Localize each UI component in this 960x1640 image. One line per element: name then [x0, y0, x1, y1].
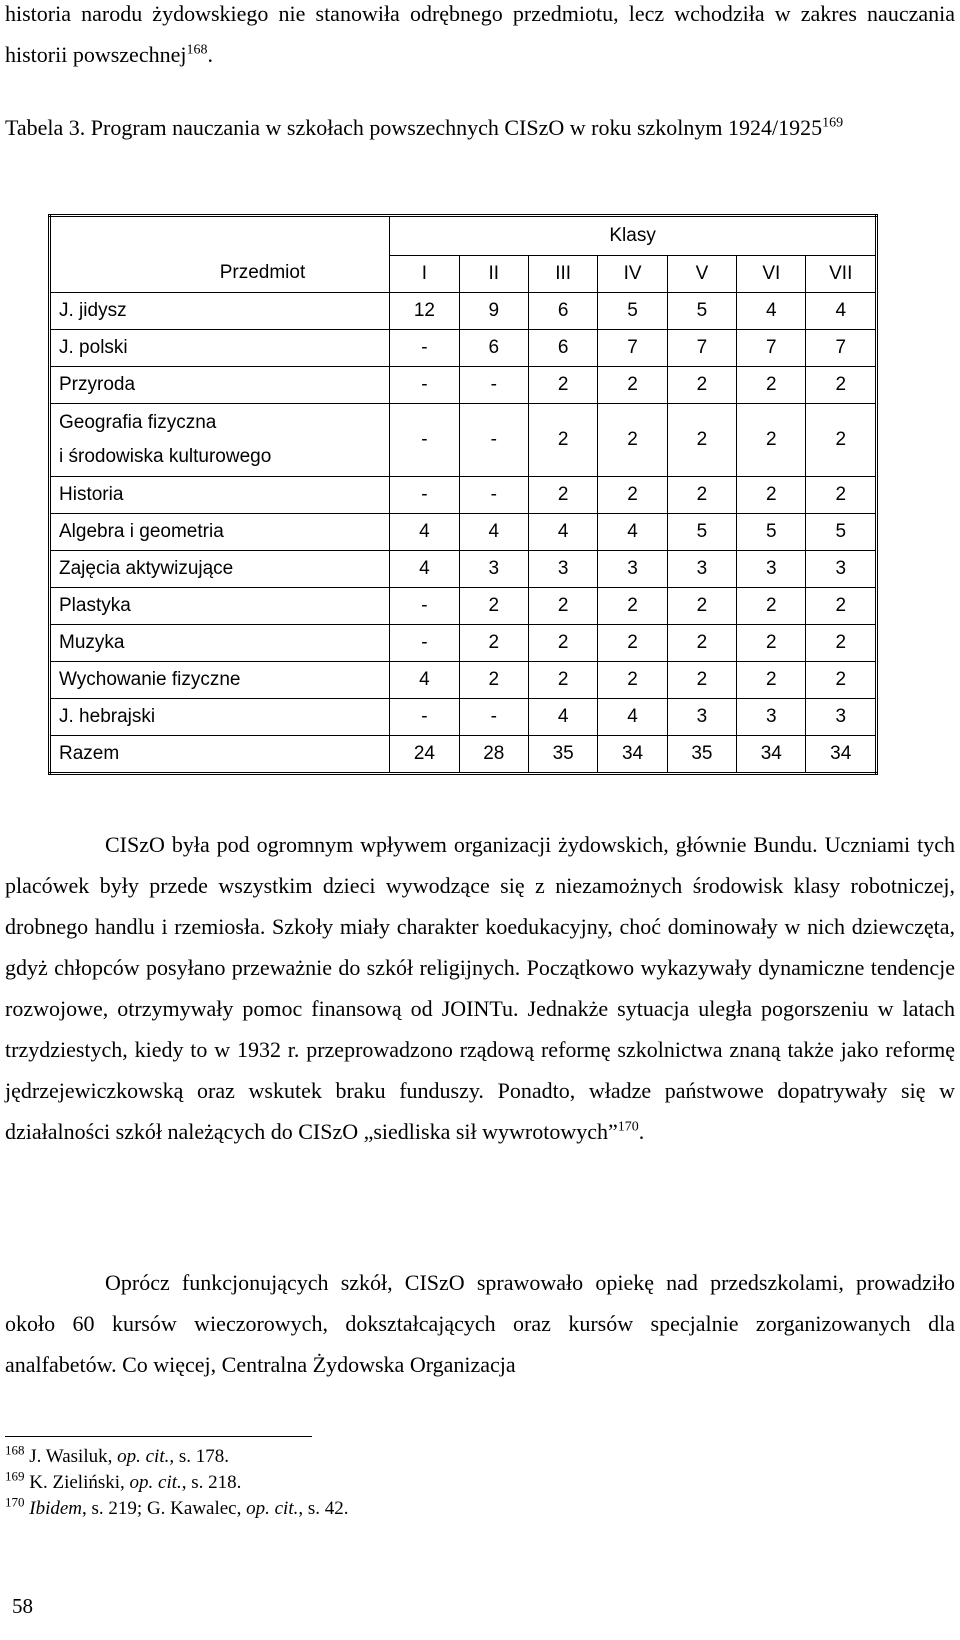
value-cell: 2 [598, 477, 667, 514]
value-cell: 12 [390, 293, 459, 330]
footnote-168: $^{168}$ J. Wasiluk, op. cit., s. 178. [5, 1442, 230, 1467]
subject-cell [50, 404, 390, 477]
class-header-cell: III [528, 256, 597, 293]
footnote-ref[interactable]: 170 [617, 1119, 639, 1135]
subject-cell: J. hebrajski [50, 699, 390, 736]
table-row [50, 736, 877, 774]
value-cell: 2 [528, 367, 597, 404]
value-cell: - [390, 699, 459, 736]
class-header-cell: VI [737, 256, 806, 293]
value-cell: 4 [459, 514, 528, 551]
value-cell: 7 [806, 330, 877, 367]
value-cell: 34 [737, 736, 806, 774]
subject-header: Przedmiot [50, 216, 390, 293]
value-cell: - [390, 625, 459, 662]
class-header-cell: II [459, 256, 528, 293]
body-paragraph-2 [5, 1262, 955, 1385]
classes-group-header: Klasy [390, 216, 877, 256]
value-cell: 2 [528, 477, 597, 514]
value-cell: 5 [737, 514, 806, 551]
value-cell: 4 [528, 514, 597, 551]
value-cell: 2 [667, 477, 736, 514]
table-caption [5, 110, 955, 146]
value-cell: 2 [598, 625, 667, 662]
value-cell: 2 [737, 367, 806, 404]
table-row [50, 404, 877, 477]
value-cell: 28 [459, 736, 528, 774]
subject-label-line: i środowiska kulturowego [59, 446, 272, 467]
value-cell: 2 [667, 367, 736, 404]
subject-cell: J. jidysz [50, 293, 390, 330]
value-cell: 4 [598, 514, 667, 551]
footnotes [5, 1444, 905, 1522]
class-header-cell: IV [598, 256, 667, 293]
value-cell: 2 [806, 404, 877, 477]
value-cell: 3 [806, 551, 877, 588]
footnote-169: $^{169}$ K. Zieliński, op. cit., s. 218. [5, 1468, 242, 1493]
value-cell: 2 [737, 625, 806, 662]
table-row [50, 514, 877, 551]
value-cell: - [390, 477, 459, 514]
subject-cell: Przyroda [50, 367, 390, 404]
value-cell: 9 [459, 293, 528, 330]
table-caption-text: Tabela 3. Program nauczania w szkołach powszechnych CISzO w roku szkolnym 1924/1925 [5, 115, 823, 140]
subject-cell: Wychowanie fizyczne [50, 662, 390, 699]
value-cell: 2 [667, 625, 736, 662]
value-cell: 3 [667, 699, 736, 736]
value-cell: 2 [806, 588, 877, 625]
value-cell: 4 [390, 662, 459, 699]
footnote-170: $^{170}$ Ibidem, s. 219; G. Kawalec, op. cit., s. 42. [5, 1494, 349, 1519]
value-cell: 3 [459, 551, 528, 588]
value-cell: 4 [390, 551, 459, 588]
value-cell: - [390, 588, 459, 625]
value-cell: 2 [459, 662, 528, 699]
table-row [50, 477, 877, 514]
value-cell: 7 [667, 330, 736, 367]
page-number: 58 [12, 1594, 33, 1618]
subject-cell: Zajęcia aktywizujące [50, 551, 390, 588]
value-cell: 2 [806, 625, 877, 662]
value-cell: 2 [598, 367, 667, 404]
value-cell: - [459, 404, 528, 477]
curriculum-table-wrapper [48, 214, 878, 788]
subject-cell: Razem [50, 736, 390, 774]
subject-cell: Plastyka [50, 588, 390, 625]
intro-paragraph: historia narodu żydowskiego nie stanowiła odrębnego przedmiotu, lecz wchodziła w zakres nauczania historii powszechnej$^{168}$. [5, 1, 955, 67]
table-row [50, 367, 877, 404]
table-row [50, 662, 877, 699]
value-cell: - [459, 367, 528, 404]
value-cell: 35 [667, 736, 736, 774]
value-cell: 3 [598, 551, 667, 588]
value-cell: - [459, 699, 528, 736]
value-cell: 5 [667, 514, 736, 551]
footnote-ref[interactable]: 169 [822, 115, 844, 131]
class-header-cell: V [667, 256, 736, 293]
value-cell: 2 [667, 588, 736, 625]
curriculum-table [48, 214, 878, 775]
value-cell: 4 [737, 293, 806, 330]
table-row [50, 588, 877, 625]
table-row [50, 699, 877, 736]
value-cell: 2 [806, 477, 877, 514]
subject-cell: J. polski [50, 330, 390, 367]
value-cell: 5 [806, 514, 877, 551]
intro-text: historia narodu żydowskiego nie stanowiła odrębnego przedmiotu, lecz wchodziła w zakres nauczania historii powszechnej [5, 1, 955, 67]
table-row [50, 551, 877, 588]
value-cell: 4 [528, 699, 597, 736]
value-cell: 6 [528, 293, 597, 330]
value-cell: 3 [737, 699, 806, 736]
table-row [50, 625, 877, 662]
value-cell: 4 [598, 699, 667, 736]
value-cell: 2 [737, 477, 806, 514]
value-cell: 3 [667, 551, 736, 588]
value-cell: 35 [528, 736, 597, 774]
value-cell: 2 [459, 625, 528, 662]
value-cell: 2 [528, 662, 597, 699]
footnote-separator [5, 1436, 312, 1437]
subject-cell: Algebra i geometria [50, 514, 390, 551]
value-cell: 2 [598, 662, 667, 699]
body-paragraph-1: CISzO była pod ogromnym wpływem organizacji żydowskich, głównie Bundu. Uczniami tych placówek były przede wszystkim dzieci wywodzące się z niezamożnych środowisk klasy robotniczej, drobnego handlu i rzemiosła. Szkoły miały charakter koedukacyjny, choć dominowały w nich dziewczęta, gdyż chłopców posyłano przeważnie do szkół religijnych. Początkowo wykazywały dynamiczne tendencje rozwojowe, otrzymywały pomoc finansową od JOINTu. Jednakże sytuacja uległa pogorszeniu w latach trzydziestych, kiedy to w 1932 r. przeprowadzono rządową reformę szkolnictwa znaną także jako reformę jędrzejewiczkowską oraz wskutek braku funduszy. Ponadto, władze państwowe dopatrywały się w działalności szkół należących do CISzO „siedliska sił wywrotowych”$^{170}$. [5, 832, 955, 1144]
table-row [50, 293, 877, 330]
body-text: Oprócz funkcjonujących szkół, CISzO sprawowało opiekę nad przedszkolami, prowadziło około 60 kursów wieczorowych, dokształcających oraz kursów specjalnie zorganizowanych dla analfabetów. Co więcej, Centralna Żydowska Organizacja [5, 1270, 955, 1377]
value-cell: 5 [598, 293, 667, 330]
value-cell: - [390, 404, 459, 477]
table-row [50, 330, 877, 367]
table-header-row [50, 216, 877, 256]
value-cell: 24 [390, 736, 459, 774]
value-cell: 2 [667, 662, 736, 699]
value-cell: - [390, 367, 459, 404]
class-header-cell: VII [806, 256, 877, 293]
value-cell: 3 [737, 551, 806, 588]
footnote-ref[interactable]: 168 [186, 42, 208, 58]
value-cell: 7 [737, 330, 806, 367]
value-cell: 2 [598, 588, 667, 625]
body-text: CISzO była pod ogromnym wpływem organizacji żydowskich, głównie Bundu. Uczniami tych placówek były przede wszystkim dzieci wywodzące się z niezamożnych środowisk klasy robotniczej, drobnego handlu i rzemiosła. Szkoły miały charakter koedukacyjny, choć dominowały w nich dziewczęta, gdyż chłopców posyłano przeważnie do szkół religijnych. Początkowo wykazywały dynamiczne tendencje rozwojowe, otrzymywały pomoc finansową od JOINTu. Jednakże sytuacja uległa pogorszeniu w latach trzydziestych, kiedy to w 1932 r. przeprowadzono rządową reformę szkolnictwa znaną także jako reformę jędrzejewiczkowską oraz wskutek braku funduszy. Ponadto, władze państwowe dopatrywały się w działalności szkół należących do CISzO „siedliska sił wywrotowych” [5, 832, 955, 1144]
value-cell: - [390, 330, 459, 367]
class-header-cell: I [390, 256, 459, 293]
value-cell: 34 [598, 736, 667, 774]
value-cell: 2 [806, 367, 877, 404]
value-cell: 2 [528, 404, 597, 477]
value-cell: 2 [667, 404, 736, 477]
value-cell: 2 [737, 404, 806, 477]
value-cell: 2 [528, 588, 597, 625]
value-cell: 2 [459, 588, 528, 625]
value-cell: 7 [598, 330, 667, 367]
subject-cell: Muzyka [50, 625, 390, 662]
subject-label-line: Geografia fizyczna [59, 412, 217, 433]
value-cell: 34 [806, 736, 877, 774]
value-cell: 2 [737, 588, 806, 625]
value-cell: 4 [806, 293, 877, 330]
value-cell: 6 [528, 330, 597, 367]
value-cell: 2 [598, 404, 667, 477]
value-cell: 3 [528, 551, 597, 588]
subject-cell: Historia [50, 477, 390, 514]
value-cell: 2 [737, 662, 806, 699]
value-cell: 2 [528, 625, 597, 662]
value-cell: 2 [806, 662, 877, 699]
value-cell: 5 [667, 293, 736, 330]
value-cell: 4 [390, 514, 459, 551]
value-cell: 6 [459, 330, 528, 367]
value-cell: - [459, 477, 528, 514]
value-cell: 3 [806, 699, 877, 736]
